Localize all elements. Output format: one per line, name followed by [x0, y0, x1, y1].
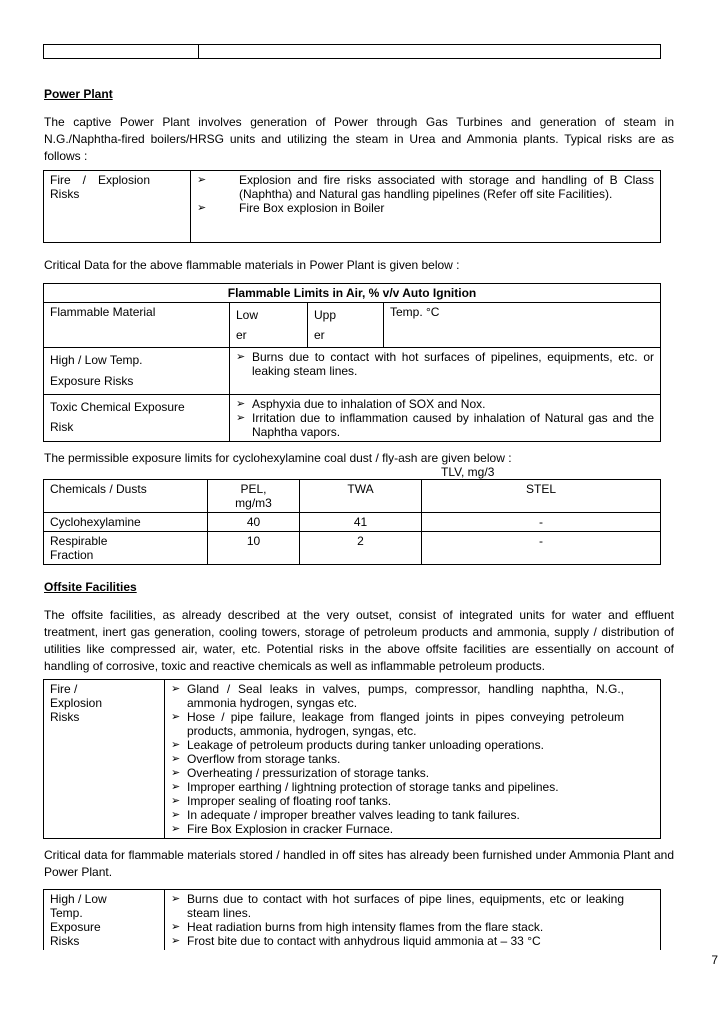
list-item: ➢ Irritation due to inflammation caused by inhalation of Natural gas and the Naphtha vapors. — [236, 411, 654, 439]
power-plant-heading: Power Plant — [44, 87, 113, 101]
list-item: ➢ Overheating / pressurization of storage tanks. — [171, 766, 624, 780]
offsite-critical-text: Critical data for flammable materials stored / handled in off sites has already been furnished under Ammonia Plant and Power Plant. — [44, 848, 674, 879]
list-item: ➢ Leakage of petroleum products during tanker unloading operations. — [171, 738, 624, 752]
offsite-risk-label: Fire / Explosion Risks — [44, 680, 165, 839]
tlv-header: TLV, mg/3 — [441, 465, 495, 479]
table-row: Cyclohexylamine 40 41 - — [44, 513, 661, 532]
critical-table-header: Flammable Limits in Air, % v/v Auto Ignition — [44, 284, 661, 303]
list-item: ➢ Heat radiation burns from high intensity flames from the flare stack. — [171, 920, 624, 934]
offsite-heading: Offsite Facilities — [44, 580, 137, 594]
row-items — [230, 395, 661, 442]
row-items — [230, 348, 661, 395]
offsite-temp-label: High / Low Temp. Exposure Risks — [44, 890, 165, 951]
list-item: ➢ Burns due to contact with hot surfaces of pipelines, equipments, etc. or leaking steam lines. — [236, 350, 654, 378]
power-plant-intro: The captive Power Plant involves generation of Power through Gas Turbines and generation of steam in N.G./Naphtha-fired boilers/HRSG units and utilizing the steam in Urea and Ammonia plants. Typical risks are as follows : — [44, 115, 674, 163]
top-stub-cell — [199, 45, 661, 59]
list-item: ➢ Hose / pipe failure, leakage from flanged joints in pipes conveying petroleum products, ammonia, hydrogen, syngas, etc. — [171, 710, 624, 738]
offsite-risk-table — [43, 679, 661, 839]
col-chemicals: Chemicals / Dusts — [44, 480, 208, 513]
list-item: ➢ Improper earthing / lightning protection of storage tanks and pipelines. — [171, 780, 624, 794]
list-item: ➢ In adequate / improper breather valves leading to tank failures. — [171, 808, 624, 822]
power-risk-table — [43, 170, 661, 243]
list-item: ➢ Asphyxia due to inhalation of SOX and Nox. — [236, 397, 654, 411]
page-number: 7 — [711, 953, 718, 967]
col-upper: Upp er — [308, 303, 384, 348]
power-risk-items — [191, 171, 661, 243]
col-temp: Temp. °C — [384, 303, 661, 348]
offsite-temp-items — [165, 890, 661, 951]
list-item: ➢ Gland / Seal leaks in valves, pumps, compressor, handling naphtha, N.G., ammonia hydrogen, syngas etc. — [171, 682, 624, 710]
list-item: ➢ Overflow from storage tanks. — [171, 752, 624, 766]
col-twa: TWA — [300, 480, 422, 513]
offsite-risk-items — [165, 680, 661, 839]
top-stub-table — [43, 44, 661, 59]
list-item: ➢ Burns due to contact with hot surfaces of pipe lines, equipments, etc or leaking steam lines. — [171, 892, 624, 920]
pel-table — [43, 479, 661, 565]
list-item: ➢ Explosion and fire risks associated with storage and handling of B Class (Naphtha) and Natural gas handling pipelines (Refer off site Facilities). — [197, 173, 654, 201]
top-stub-cell — [44, 45, 199, 59]
list-item: ➢ Improper sealing of floating roof tanks. — [171, 794, 624, 808]
offsite-temp-table — [43, 889, 661, 950]
pel-intro: The permissible exposure limits for cyclohexylamine coal dust / fly-ash are given below : — [44, 451, 512, 465]
col-pel: PEL, mg/m3 — [208, 480, 300, 513]
col-stel: STEL — [422, 480, 661, 513]
critical-data-table — [43, 283, 661, 442]
row-label: High / Low Temp. Exposure Risks — [44, 348, 230, 395]
list-item: ➢ Fire Box Explosion in cracker Furnace. — [171, 822, 624, 836]
col-flammable-material: Flammable Material — [44, 303, 230, 348]
critical-data-intro: Critical Data for the above flammable materials in Power Plant is given below : — [44, 258, 460, 272]
list-item: ➢ Frost bite due to contact with anhydrous liquid ammonia at – 33 °C — [171, 934, 624, 948]
offsite-intro: The offsite facilities, as already described at the very outset, consist of integrated units for water and effluent treatment, inert gas generation, cooling towers, storage of petroleum products and ammonia, supply / distribution of utilities like compressed air, water, etc. Potential risks in the above offsite facilities are essentially on account of handling of corrosive, toxic and reactive chemicals as well as inflammable petroleum products. — [44, 608, 674, 673]
row-label: Toxic Chemical Exposure Risk — [44, 395, 230, 442]
power-risk-label: Fire / Explosion Risks — [44, 171, 191, 243]
table-row: Respirable Fraction 10 2 - — [44, 532, 661, 565]
col-lower: Low er — [230, 303, 308, 348]
list-item: ➢ Fire Box explosion in Boiler — [197, 201, 654, 215]
